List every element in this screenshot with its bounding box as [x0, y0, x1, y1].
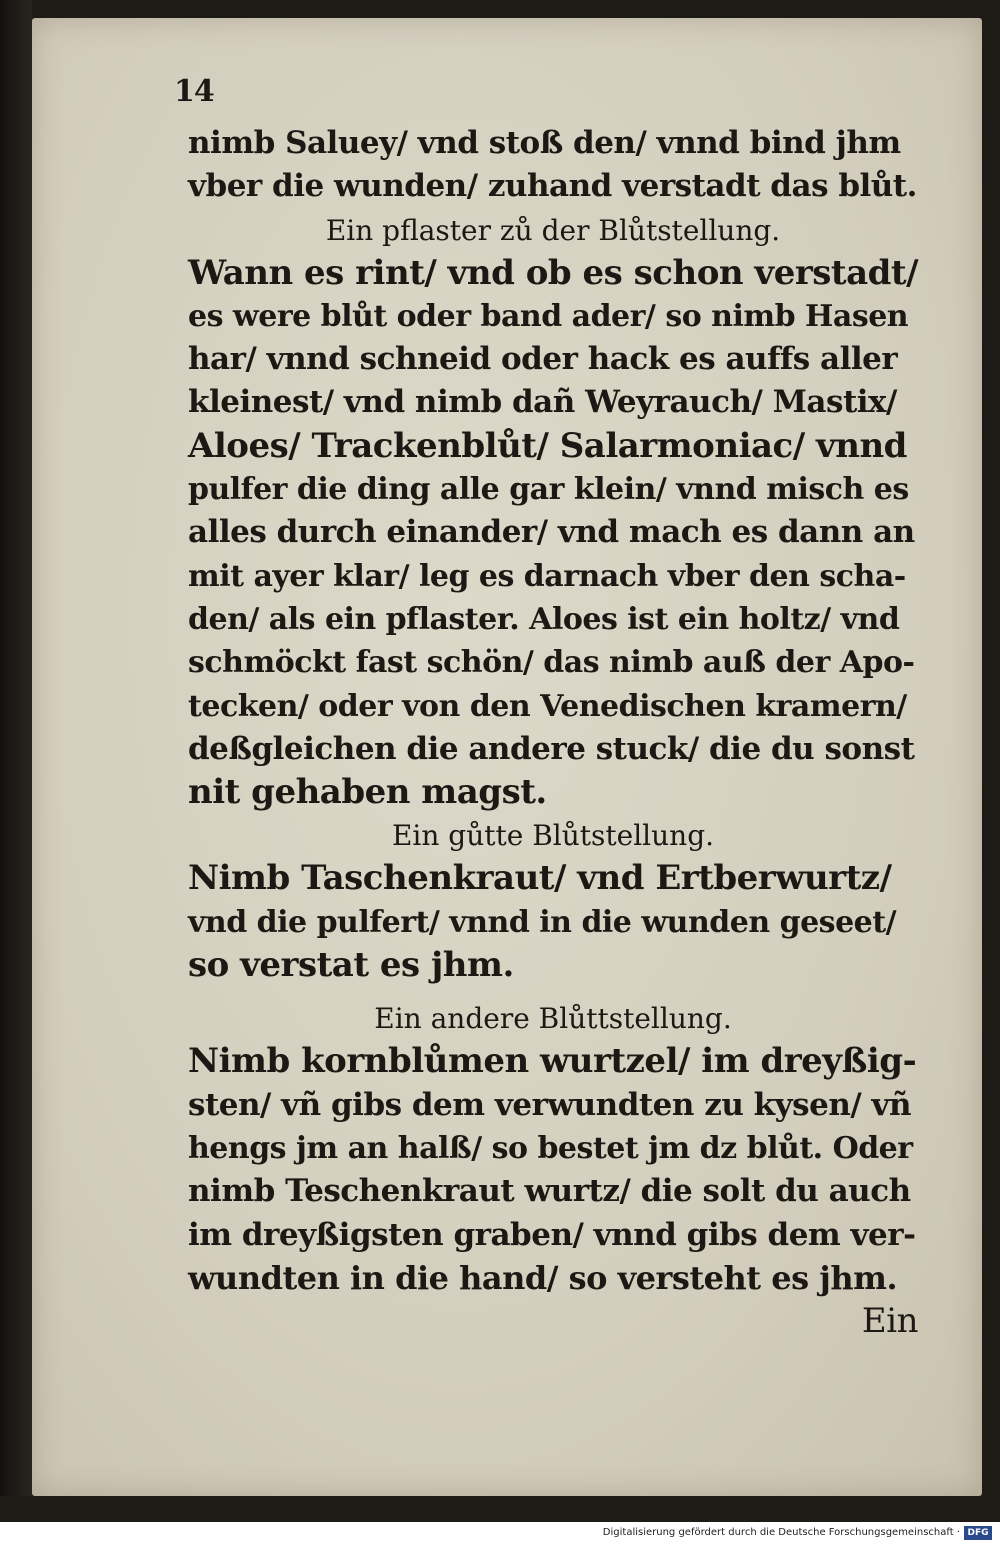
- text-line: deßgleichen die andere stuck/ die du sonst: [188, 730, 915, 767]
- text-line: es were blůt oder band ader/ so nimb Hasen: [188, 298, 909, 334]
- text-line: wundten in die hand/ so versteht es jhm.: [188, 1258, 898, 1297]
- text-line: so verstat es jhm.: [188, 945, 514, 986]
- section-gap: [188, 987, 918, 997]
- text-line: Nimb kornblůmen wurtzel/ im dreyßig-: [188, 1041, 917, 1082]
- footer-bar: [0, 1522, 1000, 1546]
- funding-credit: Digitalisierung gefördert durch die Deutsche Forschungsgemeinschaft ·: [602, 1527, 960, 1538]
- text-block: [188, 78, 918, 1343]
- text-line: tecken/ oder von den Venedischen kramern/: [188, 688, 907, 724]
- catchword: Ein: [861, 1301, 918, 1342]
- text-line: nimb Teschenkraut wurtz/ die solt du auch: [188, 1173, 911, 1210]
- text-line: pulfer die ding alle gar klein/ vnnd misch es: [188, 472, 909, 508]
- text-line: nit gehaben magst.: [188, 772, 547, 813]
- text-line: im dreyßigsten graben/ vnnd gibs dem ver-: [188, 1216, 916, 1253]
- text-line: sten/ vñ gibs dem verwundten zu kysen/ vñ: [188, 1086, 912, 1123]
- section-heading: Ein gůtte Blůtstellung.: [391, 819, 715, 853]
- text-line: den/ als ein pflaster. Aloes ist ein holtz/ vnd: [188, 601, 900, 637]
- section-heading: Ein andere Blůttstellung.: [374, 1002, 732, 1036]
- text-line: kleinest/ vnd nimb dañ Weyrauch/ Mastix/: [188, 384, 897, 421]
- text-line: vber die wunden/ zuhand verstadt das blůt.: [188, 168, 917, 205]
- text-line: Aloes/ Trackenblůt/ Salarmoniac/ vnnd: [188, 425, 907, 466]
- text-line: nimb Saluey/ vnd stoß den/ vnnd bind jhm: [188, 125, 901, 161]
- page-number: 14: [174, 74, 214, 109]
- text-line: vnd die pulfert/ vnnd in die wunden geseet/: [188, 904, 897, 940]
- text-line: mit ayer klar/ leg es darnach vber den scha-: [188, 558, 906, 594]
- text-line: Wann es rint/ vnd ob es schon verstadt/: [188, 252, 919, 293]
- text-line: Nimb Taschenkraut/ vnd Ertberwurtz/: [188, 858, 892, 899]
- text-line: schmöckt fast schön/ das nimb auß der Apo-: [188, 645, 915, 681]
- text-line: hengs jm an halß/ so bestet jm dz blůt. Oder: [188, 1130, 913, 1166]
- scan-gutter: [0, 0, 32, 1496]
- text-line: har/ vnnd schneid oder hack es auffs aller: [188, 341, 898, 378]
- dfg-logo-icon: DFG: [964, 1526, 992, 1540]
- section-heading: Ein pflaster zů der Blůtstellung.: [325, 213, 781, 247]
- text-line: alles durch einander/ vnd mach es dann an: [188, 514, 915, 551]
